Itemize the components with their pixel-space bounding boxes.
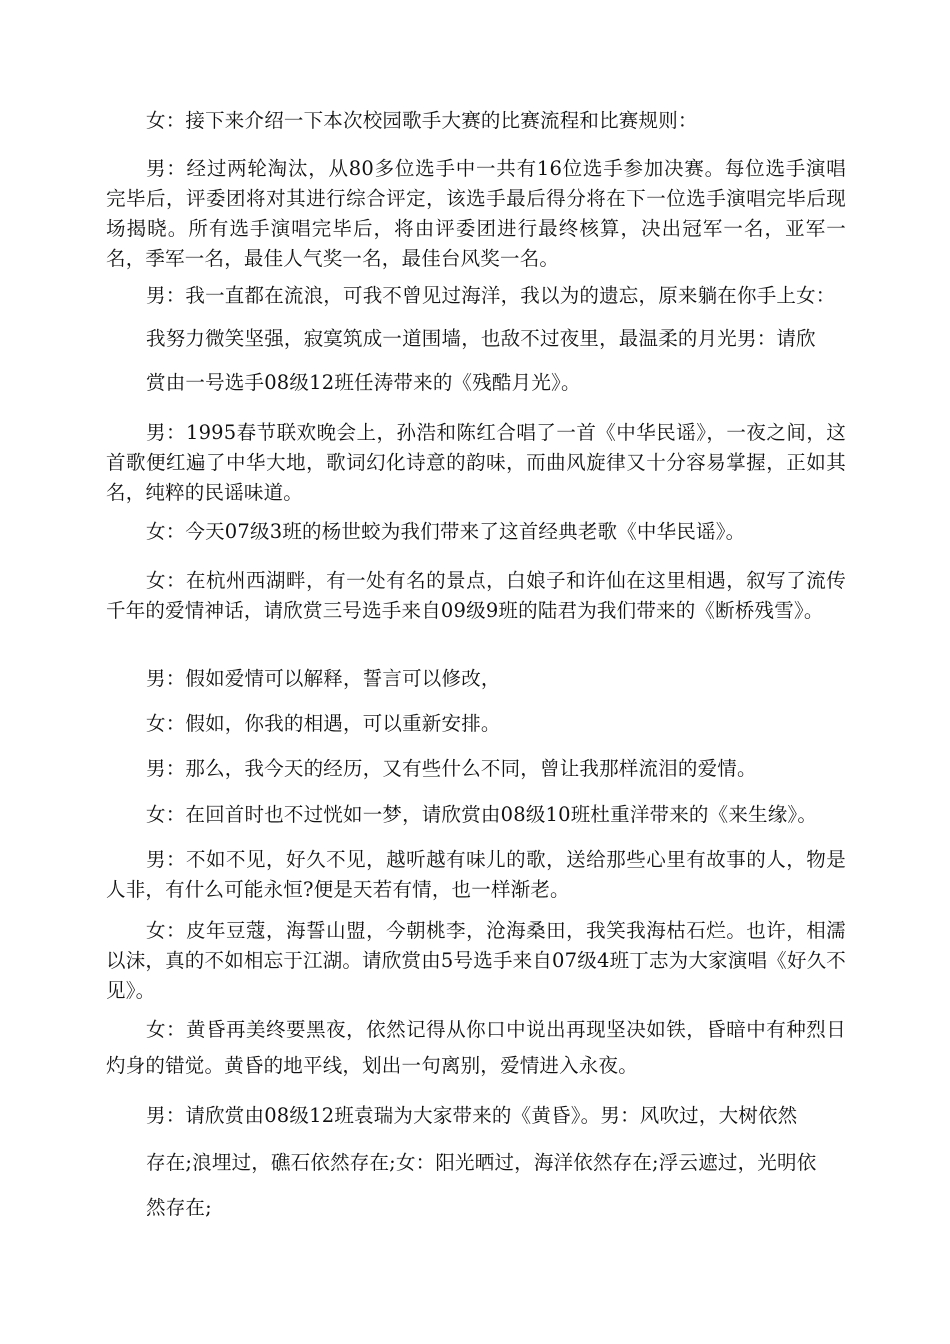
paragraph: 男：假如爱情可以解释，誓言可以修改，: [146, 667, 501, 690]
paragraph: 存在;浪埋过，礁石依然存在;女：阳光晒过，海洋依然存在;浮云遮过，光明依: [146, 1151, 817, 1174]
paragraph: 女：假如，你我的相遇，可以重新安排。: [146, 712, 501, 735]
paragraph: 女：今天07级3班的杨世蛟为我们带来了这首经典老歌《中华民谣》。: [146, 520, 746, 543]
paragraph: 赏由一号选手08级12班任涛带来的《残酷月光》。: [146, 371, 581, 394]
paragraph: 男：1995春节联欢晚会上，孙浩和陈红合唱了一首《中华民谣》，一夜之间，这首歌便红遍了中华大地，歌词幻化诗意的韵味，而曲风旋律又十分容易掌握，正如其名，纯粹的民谣味道。: [106, 421, 846, 504]
paragraph: 女：在回首时也不过恍如一梦，请欣赏由08级10班杜重洋带来的《来生缘》。: [146, 803, 818, 826]
paragraph: 男：经过两轮淘汰，从80多位选手中一共有16位选手参加决赛。每位选手演唱完毕后，评委团将对其进行综合评定，该选手最后得分将在下一位选手演唱完毕后现场揭晓。所有选手演唱完毕后，将由评委团进行最终核算，决出冠军一名，亚军一名，季军一名，最佳人气奖一名，最佳台风奖一名。: [106, 157, 846, 270]
paragraph: 我努力微笑坚强，寂寞筑成一道围墙，也敌不过夜里，最温柔的月光男：请欣: [146, 327, 816, 350]
paragraph: 女：黄昏再美终要黑夜，依然记得从你口中说出再现坚决如铁，昏暗中有种烈日灼身的错觉。黄昏的地平线，划出一句离别，爱情进入永夜。: [106, 1018, 846, 1077]
paragraph: 男：那么，我今天的经历，又有些什么不同，曾让我那样流泪的爱情。: [146, 757, 757, 780]
paragraph: 男：不如不见，好久不见，越听越有味儿的歌，送给那些心里有故事的人，物是人非，有什么可能永恒?便是天若有情，也一样渐老。: [106, 848, 846, 901]
paragraph: 然存在;: [146, 1196, 212, 1219]
paragraph: 女：在杭州西湖畔，有一处有名的景点，白娘子和许仙在这里相遇，叙写了流传千年的爱情神话，请欣赏三号选手来自09级9班的陆君为我们带来的《断桥残雪》。: [106, 569, 846, 622]
paragraph: 女：皮年豆蔻，海誓山盟，今朝桃李，沧海桑田，我笑我海枯石烂。也许，相濡以沫，真的不如相忘于江湖。请欣赏由5号选手来自07级4班丁志为大家演唱《好久不见》。: [106, 919, 846, 1002]
paragraph: 女：接下来介绍一下本次校园歌手大赛的比赛流程和比赛规则：: [146, 109, 698, 132]
paragraph: 男：我一直都在流浪，可我不曾见过海洋，我以为的遗忘，原来躺在你手上女：: [146, 284, 836, 307]
paragraph: 男：请欣赏由08级12班袁瑞为大家带来的《黄昏》。男：风吹过，大树依然: [146, 1104, 798, 1127]
